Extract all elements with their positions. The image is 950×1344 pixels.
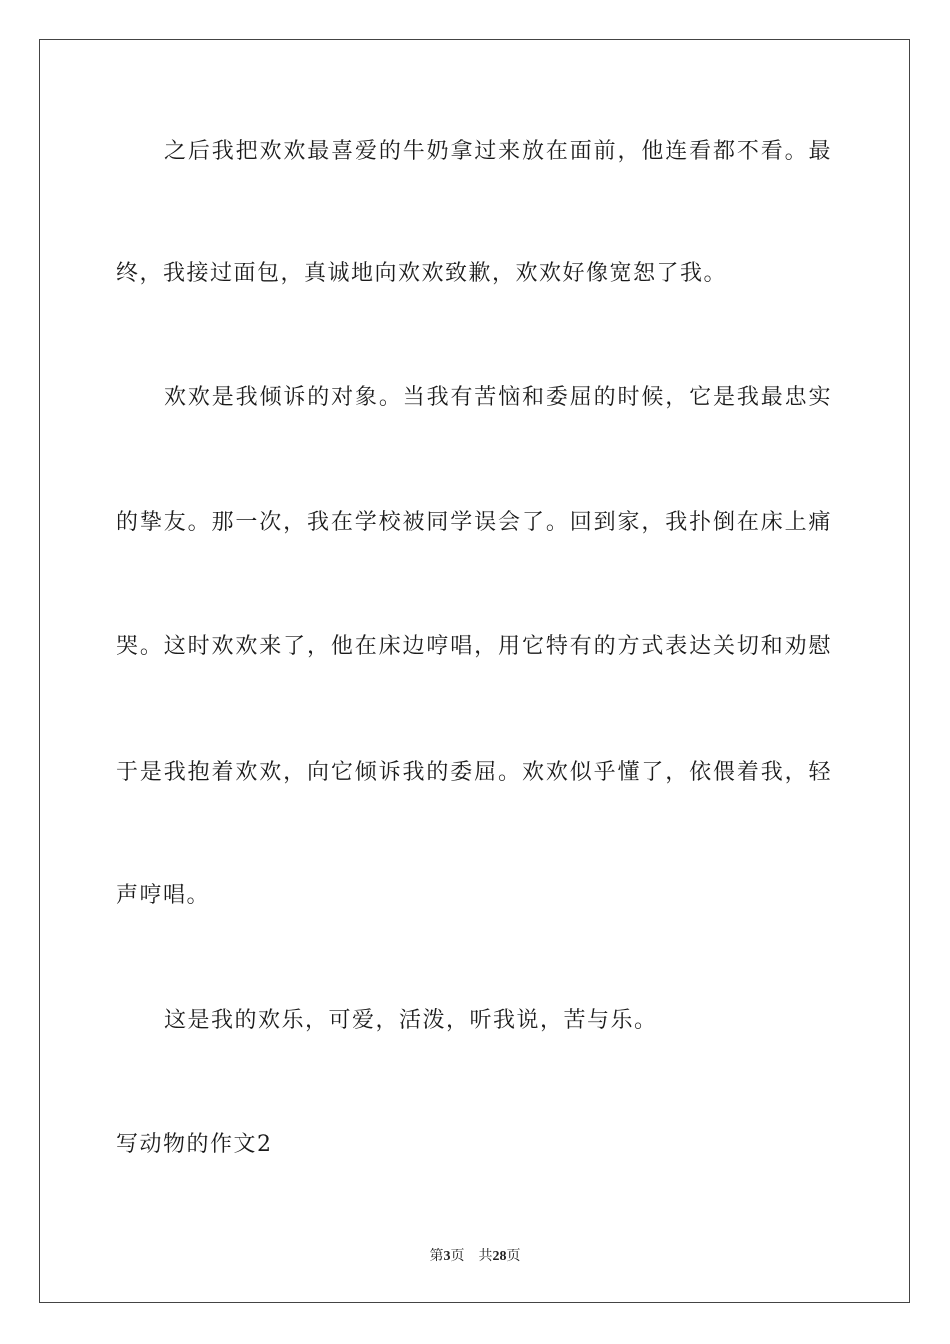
paragraph-line: 欢欢是我倾诉的对象。当我有苦恼和委屈的时候，它是我最忠实 — [164, 385, 832, 410]
paragraph-line: 的挚友。那一次，我在学校被同学误会了。回到家，我扑倒在床上痛 — [116, 510, 832, 535]
total-prefix: 共 — [478, 1249, 493, 1264]
paragraph-line: 哭。这时欢欢来了，他在床边哼唱，用它特有的方式表达关切和劝慰 — [116, 634, 832, 659]
total-page-count: 28 — [492, 1249, 507, 1264]
paragraph-line: 声哼唱。 — [116, 883, 211, 908]
page-footer — [0, 1247, 950, 1267]
total-suffix: 页 — [506, 1249, 521, 1264]
paragraph-line: 之后我把欢欢最喜爱的牛奶拿过来放在面前，他连看都不看。最 — [164, 139, 832, 164]
paragraph-line: 终，我接过面包，真诚地向欢欢致歉，欢欢好像宽恕了我。 — [116, 261, 728, 286]
page-frame — [39, 39, 910, 1303]
paragraph-line: 于是我抱着欢欢，向它倾诉我的委屈。欢欢似乎懂了，依偎着我，轻 — [116, 760, 832, 785]
page-suffix: 页 — [450, 1249, 465, 1264]
paragraph-line: 这是我的欢乐，可爱，活泼，听我说，苦与乐。 — [164, 1008, 658, 1033]
page-prefix: 第 — [429, 1249, 444, 1264]
current-page-number: 3 — [443, 1249, 451, 1264]
section-heading: 写动物的作文2 — [116, 1132, 273, 1157]
